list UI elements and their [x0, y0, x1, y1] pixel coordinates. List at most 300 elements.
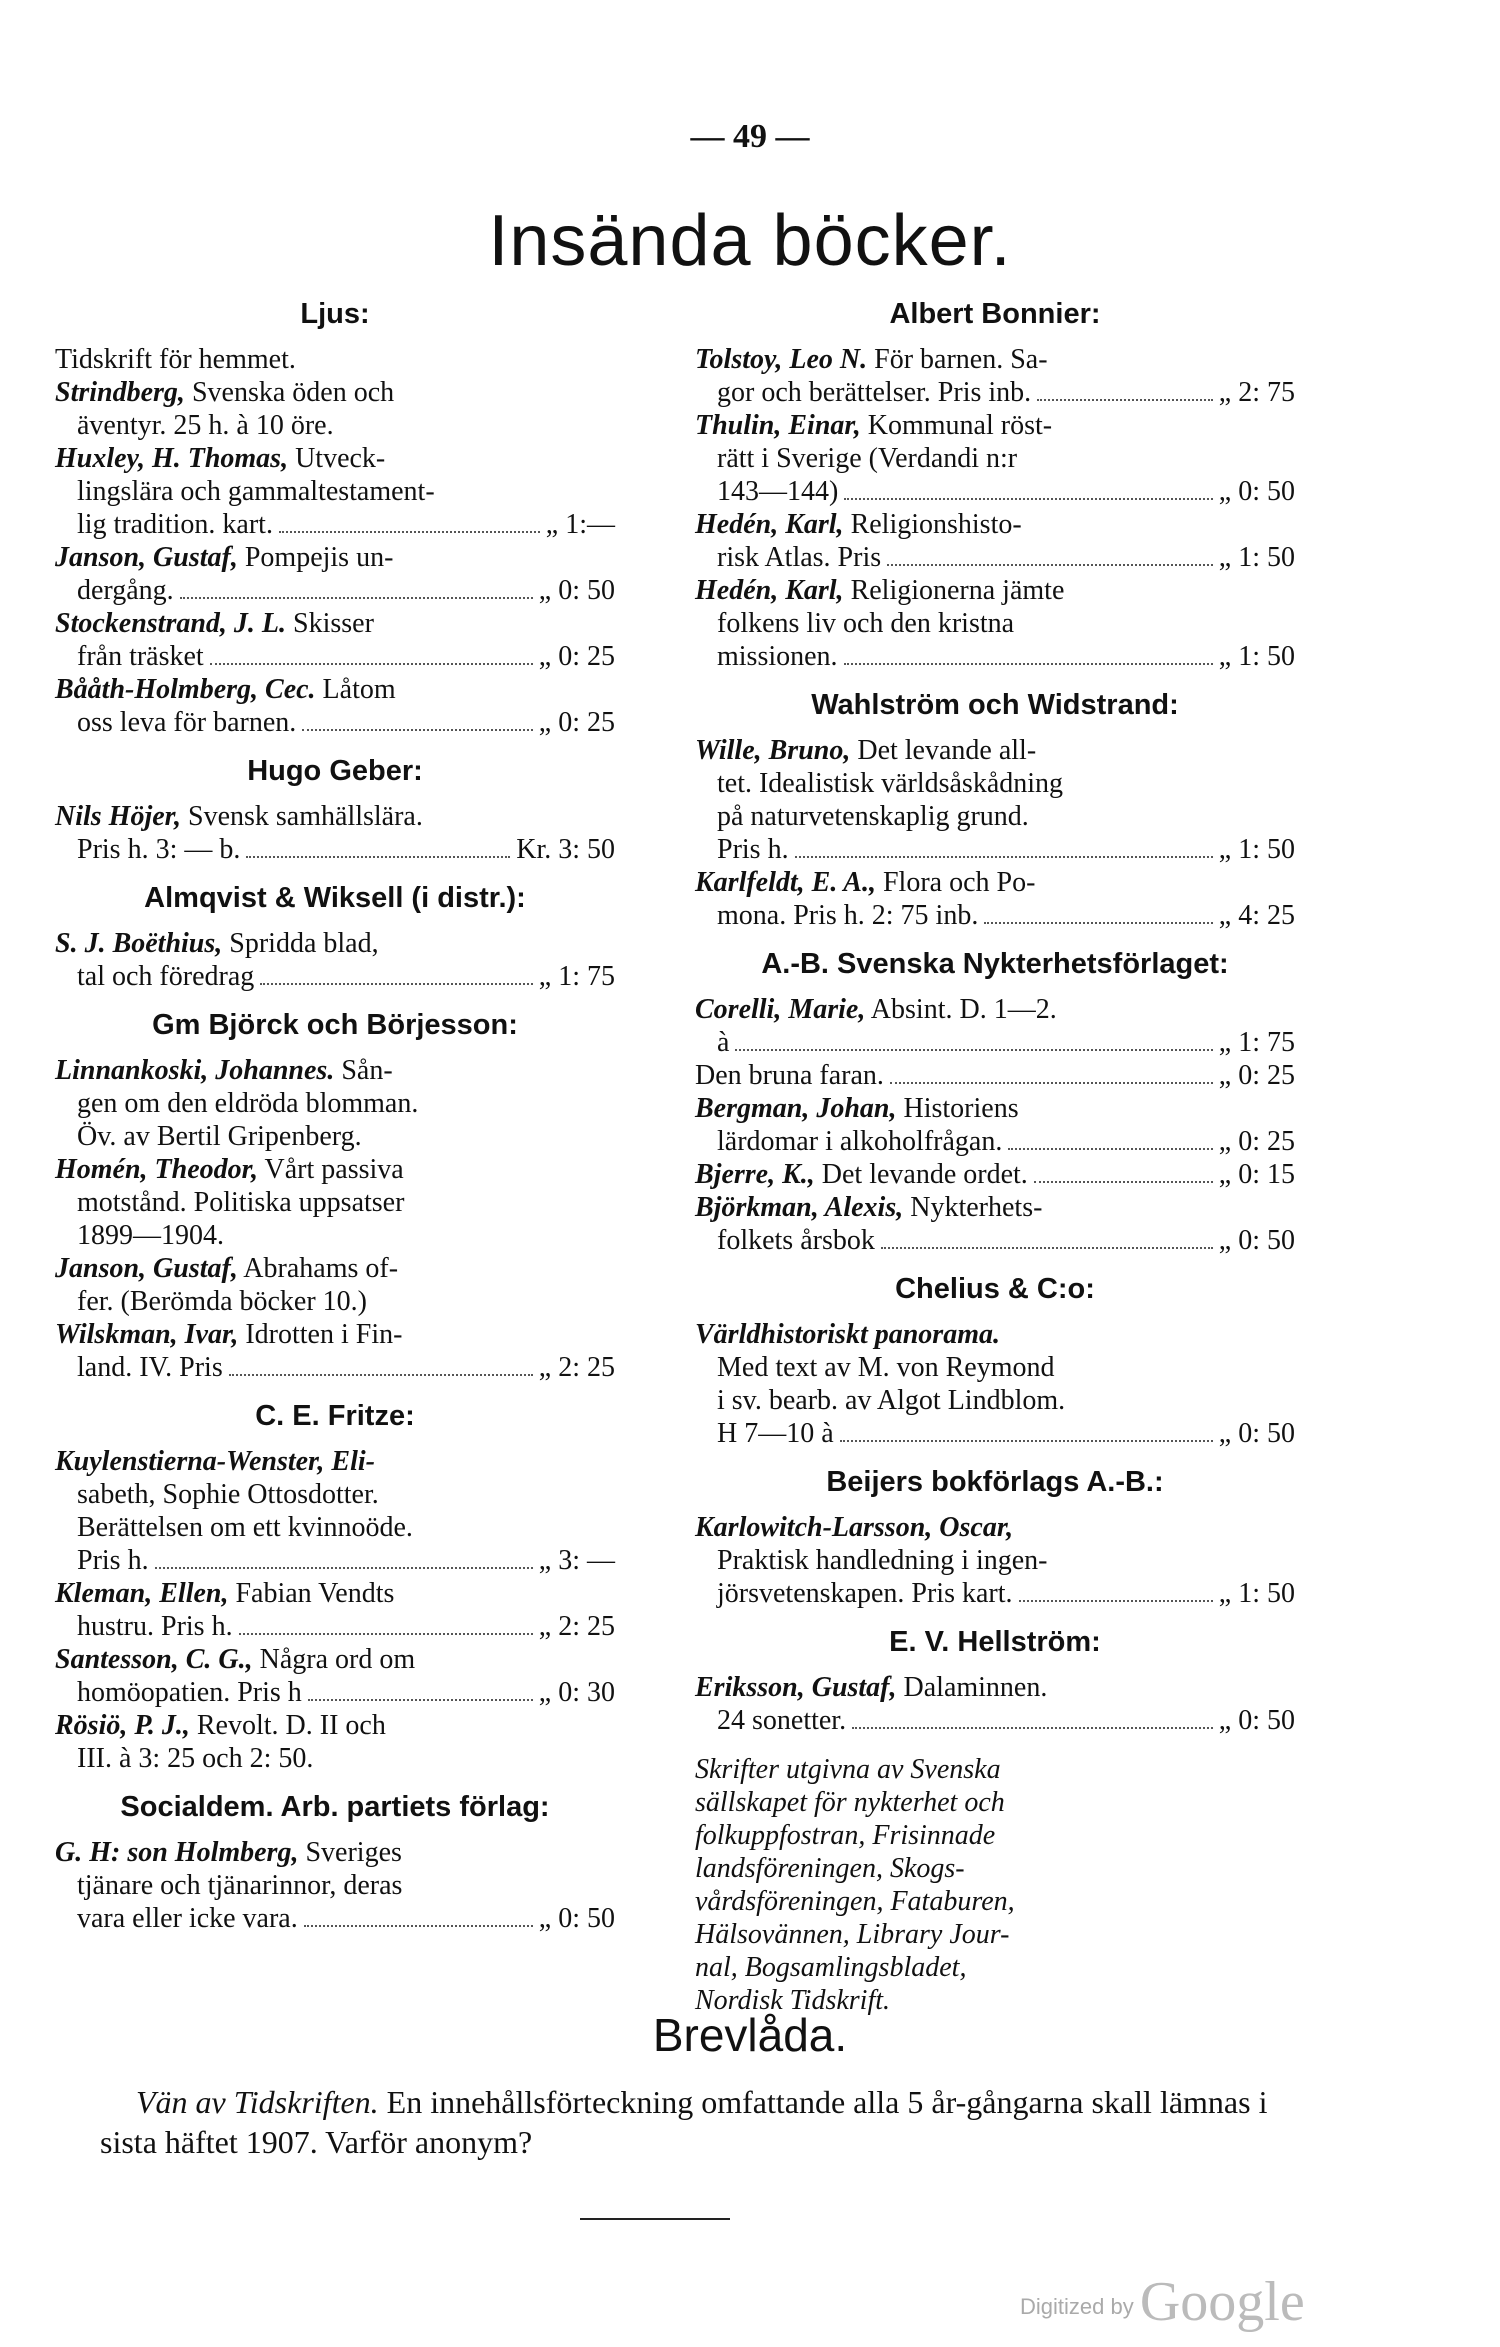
- entry-line: [55, 376, 615, 409]
- series-note-line: Nordisk Tidskrift.: [695, 1985, 891, 2016]
- entry-text: [55, 1836, 402, 1869]
- entry-text: [77, 508, 273, 541]
- book-price: „ 1: 50: [1218, 641, 1295, 672]
- book-entry: [695, 343, 1295, 409]
- publisher-heading: E. V. Hellström:: [889, 1626, 1101, 1658]
- leader-dots: [1037, 399, 1213, 401]
- entry-line: [695, 734, 1295, 767]
- book-author: Kuylenstierna-Wenster, Eli-: [55, 1446, 375, 1477]
- leader-dots: [735, 1049, 1212, 1051]
- entry-text: [77, 833, 240, 866]
- book-entry: [55, 343, 615, 376]
- series-note-line: Hälsovännen, Library Jour-: [695, 1919, 1010, 1950]
- entry-text: [695, 343, 1048, 376]
- book-author: Janson, Gustaf,: [55, 1253, 238, 1284]
- entry-text: [55, 800, 423, 833]
- book-entry: [695, 1158, 1295, 1191]
- entry-line: [695, 1671, 1295, 1704]
- book-price: „ 0: 50: [1218, 476, 1295, 507]
- entry-line: [695, 1026, 1295, 1059]
- publisher-section: [695, 298, 1295, 673]
- entry-text: [717, 376, 1031, 409]
- entry-text: [695, 734, 1036, 767]
- book-author: Corelli, Marie,: [695, 994, 866, 1025]
- entry-line: [55, 927, 615, 960]
- leader-dots: [1034, 1181, 1213, 1183]
- entry-line: [55, 1577, 615, 1610]
- book-title: lärdomar i alkoholfrågan.: [717, 1126, 1003, 1157]
- entry-text: [77, 1742, 313, 1775]
- book-title: Den bruna faran.: [695, 1060, 884, 1091]
- leader-dots: [795, 856, 1213, 858]
- publisher-section: [55, 298, 615, 739]
- leader-dots: [210, 663, 533, 665]
- book-author: Santesson, C. G.,: [55, 1644, 253, 1675]
- entry-text: [717, 1351, 1055, 1384]
- publisher-heading: Chelius & C:o:: [895, 1273, 1095, 1305]
- entry-line: [55, 343, 615, 376]
- publisher-heading: C. E. Fritze:: [255, 1400, 415, 1432]
- book-author: Huxley, H. Thomas,: [55, 443, 289, 474]
- entry-text: [77, 1219, 224, 1252]
- entry-text: [55, 1577, 394, 1610]
- book-price: „ 0: 50: [1218, 1418, 1295, 1449]
- book-price: „ 2: 25: [538, 1611, 615, 1642]
- publisher-section: [55, 882, 615, 993]
- entry-line: [55, 1836, 615, 1869]
- book-title: folkets årsbok: [717, 1225, 875, 1256]
- leader-dots: [308, 1699, 533, 1701]
- publisher-heading: Beijers bokförlags A.-B.:: [826, 1466, 1164, 1498]
- entry-text: [717, 1384, 1065, 1417]
- book-title: Några ord om: [252, 1644, 416, 1675]
- leader-dots: [302, 729, 533, 731]
- leader-dots: [239, 1633, 533, 1635]
- entry-line: [695, 376, 1295, 409]
- leader-dots: [1019, 1600, 1213, 1602]
- book-title: tal och föredrag: [77, 961, 255, 992]
- book-title: risk Atlas. Pris: [717, 542, 882, 573]
- book-title: äventyr. 25 h. à 10 öre.: [77, 410, 334, 441]
- book-author: Bjerre, K.,: [695, 1159, 815, 1190]
- book-entry: [55, 607, 615, 673]
- book-title: missionen.: [717, 641, 838, 672]
- entry-text: [77, 1610, 233, 1643]
- series-note-line: sällskapet för nykterhet och: [695, 1787, 1005, 1818]
- leader-dots: [279, 531, 540, 533]
- book-price: „ 0: 25: [538, 641, 615, 672]
- entry-line: [55, 475, 615, 508]
- book-price: „ 0: 50: [538, 575, 615, 606]
- book-author: Karlowitch-Larsson, Oscar,: [695, 1512, 1014, 1543]
- book-title: homöopatien. Pris h: [77, 1677, 302, 1708]
- book-author: Stockenstrand, J. L.: [55, 608, 287, 639]
- book-author: Homén, Theodor,: [55, 1154, 259, 1185]
- book-title: Dalaminnen.: [896, 1672, 1048, 1703]
- entry-line: [695, 1158, 1295, 1191]
- book-title: gor och berättelser. Pris inb.: [717, 377, 1032, 408]
- book-entry: [695, 409, 1295, 508]
- entry-line: [695, 1125, 1295, 1158]
- entry-text: [77, 640, 204, 673]
- book-title: Religionerna jämte: [843, 575, 1065, 606]
- entry-line: [695, 508, 1295, 541]
- book-price: „ 0: 25: [538, 707, 615, 738]
- entry-line: [55, 640, 615, 673]
- entry-line: [55, 960, 615, 993]
- book-title: tet. Idealistisk världsåskådning: [717, 768, 1064, 799]
- right-column: [695, 290, 1295, 2017]
- entry-line: [55, 1252, 615, 1285]
- book-title: rätt i Sverige (Verdandi n:r: [717, 443, 1018, 474]
- book-entry: [695, 574, 1295, 673]
- book-title: à: [717, 1027, 730, 1058]
- entry-line: [55, 1709, 615, 1742]
- entry-text: [695, 993, 1057, 1026]
- page-number: — 49 —: [690, 118, 810, 155]
- series-note-line: landsföreningen, Skogs-: [695, 1853, 965, 1884]
- book-price: „ 0: 50: [1218, 1225, 1295, 1256]
- brevlada-body: En innehållsförteckning omfattande alla 5 år-gångarna skall lämnas i sista häftet 1907. Varför anonym?: [100, 2084, 1268, 2160]
- entry-line: [695, 640, 1295, 673]
- entry-line: [695, 1059, 1295, 1092]
- book-author: Björkman, Alexis,: [695, 1192, 904, 1223]
- publisher-section: [55, 755, 615, 866]
- entry-line: [55, 1351, 615, 1384]
- book-entry: [695, 1059, 1295, 1092]
- publisher-heading: Almqvist & Wiksell (i distr.):: [144, 882, 526, 914]
- publisher-heading: Hugo Geber:: [247, 755, 423, 787]
- entry-text: [717, 1026, 729, 1059]
- page-title: Insända böcker.: [488, 201, 1012, 281]
- entry-text: [695, 1318, 1000, 1351]
- publisher-heading: Albert Bonnier:: [889, 298, 1101, 330]
- entry-text: [695, 866, 1035, 899]
- book-title: 24 sonetter.: [717, 1705, 847, 1736]
- book-entry: [695, 1511, 1295, 1610]
- leader-dots: [844, 663, 1213, 665]
- book-title: Flora och Po-: [875, 867, 1036, 898]
- book-entry: [55, 1054, 615, 1153]
- book-author: Världhistoriskt panorama.: [695, 1319, 1000, 1350]
- entry-line: [695, 1351, 1295, 1384]
- book-title: gen om den eldröda blomman.: [77, 1088, 419, 1119]
- entry-line: [55, 1186, 615, 1219]
- entry-line: [55, 574, 615, 607]
- entry-text: [77, 475, 435, 508]
- book-title: mona. Pris h. 2: 75 inb.: [717, 900, 979, 931]
- book-author: S. J. Boëthius,: [55, 928, 223, 959]
- entry-line: [695, 409, 1295, 442]
- book-title: Låtom: [315, 674, 396, 705]
- entry-line: [695, 541, 1295, 574]
- entry-line: [55, 409, 615, 442]
- entry-line: [55, 800, 615, 833]
- entry-text: [695, 409, 1052, 442]
- book-title: Pris h. 3: — b.: [77, 834, 241, 865]
- entry-text: [77, 960, 254, 993]
- leader-dots: [852, 1727, 1213, 1729]
- book-title: För barnen. Sa-: [867, 344, 1048, 375]
- entry-text: [55, 1054, 393, 1087]
- book-entry: [55, 1709, 615, 1775]
- book-title: 143—144): [717, 476, 839, 507]
- entry-text: [77, 574, 174, 607]
- entry-line: [55, 706, 615, 739]
- book-price: „ 1: 75: [1218, 1027, 1295, 1058]
- entry-line: [55, 833, 615, 866]
- entry-text: [77, 1478, 379, 1511]
- book-title: oss leva för barnen.: [77, 707, 297, 738]
- entry-text: [77, 1869, 402, 1902]
- entry-text: [717, 767, 1063, 800]
- book-title: lig tradition. kart.: [77, 509, 273, 540]
- series-note-line: Skrifter utgivna av Svenska: [695, 1754, 1001, 1785]
- book-entry: [55, 442, 615, 541]
- entry-line: [695, 442, 1295, 475]
- book-title: tjänare och tjänarinnor, deras: [77, 1870, 403, 1901]
- leader-dots: [840, 1440, 1213, 1442]
- entry-line: [55, 1153, 615, 1186]
- entry-text: [55, 343, 296, 376]
- book-author: Rösiö, P. J.,: [55, 1710, 190, 1741]
- entry-text: [77, 1544, 149, 1577]
- book-price: „ 1: 50: [1218, 1578, 1295, 1609]
- series-note-line: folkuppfostran, Frisinnade: [695, 1820, 996, 1851]
- book-title: Vårt passiva: [258, 1154, 404, 1185]
- entry-line: [695, 475, 1295, 508]
- brevlada-title: Brevlåda.: [652, 2009, 848, 2061]
- book-title: Kommunal röst-: [860, 410, 1053, 441]
- book-title: Tidskrift för hemmet.: [55, 344, 296, 375]
- book-title: Sån-: [334, 1055, 393, 1086]
- publisher-heading: Gm Björck och Börjesson:: [152, 1009, 518, 1041]
- leader-dots: [984, 922, 1212, 924]
- book-entry: [695, 1191, 1295, 1257]
- book-title: folkens liv och den kristna: [717, 608, 1015, 639]
- book-title: jörsvetenskapen. Pris kart.: [717, 1578, 1013, 1609]
- entry-text: [695, 1511, 1013, 1544]
- entry-text: [717, 1704, 846, 1737]
- entry-text: [55, 442, 385, 475]
- entry-line: [695, 833, 1295, 866]
- book-entry: [55, 541, 615, 607]
- entry-line: [695, 607, 1295, 640]
- book-price: „ 0: 15: [1218, 1159, 1295, 1190]
- entry-line: [695, 574, 1295, 607]
- book-title: Pompejis un-: [237, 542, 394, 573]
- divider: [580, 2218, 730, 2220]
- book-price: „ 4: 25: [1218, 900, 1295, 931]
- book-entry: [695, 1671, 1295, 1737]
- book-entry: [695, 508, 1295, 574]
- entry-text: [55, 376, 394, 409]
- series-note-line: vårdsföreningen, Fataburen,: [695, 1886, 1015, 1917]
- book-title: land. IV. Pris: [77, 1352, 223, 1383]
- entry-text: [717, 1577, 1013, 1610]
- entry-line: [55, 1219, 615, 1252]
- book-author: Nils Höjer,: [55, 801, 182, 832]
- entry-text: [77, 1511, 413, 1544]
- entry-line: [695, 1511, 1295, 1544]
- entry-text: [77, 1087, 418, 1120]
- watermark-brand: Google: [1139, 2271, 1305, 2333]
- watermark-prefix: Digitized by: [1020, 2294, 1134, 2319]
- book-price: „ 0: 50: [538, 1903, 615, 1934]
- entry-text: [77, 409, 334, 442]
- entry-line: [55, 1610, 615, 1643]
- entry-line: [695, 343, 1295, 376]
- book-price: „ 0: 25: [1218, 1126, 1295, 1157]
- book-author: Wille, Bruno,: [695, 735, 851, 766]
- book-title: Historiens: [896, 1093, 1019, 1124]
- entry-line: [55, 508, 615, 541]
- publisher-heading: Wahlström och Widstrand:: [811, 689, 1179, 721]
- book-title: fer. (Berömda böcker 10.): [77, 1286, 367, 1317]
- leader-dots: [890, 1082, 1213, 1084]
- entry-text: [717, 1224, 875, 1257]
- series-note-line: nal, Bogsamlingsbladet,: [695, 1952, 967, 1983]
- entry-line: [55, 1054, 615, 1087]
- entry-line: [55, 607, 615, 640]
- publisher-section: [695, 1626, 1295, 1737]
- book-title: hustru. Pris h.: [77, 1611, 233, 1642]
- leader-dots: [887, 564, 1213, 566]
- book-title: Svenska öden och: [184, 377, 395, 408]
- publisher-section: [55, 1791, 615, 1935]
- entry-text: [55, 1252, 398, 1285]
- entry-text: [695, 508, 1022, 541]
- book-title: Revolt. D. II och: [189, 1710, 386, 1741]
- book-author: Wilskman, Ivar,: [55, 1319, 239, 1350]
- book-price: „ 1:—: [545, 509, 615, 540]
- entry-line: [55, 1902, 615, 1935]
- entry-text: [77, 1676, 302, 1709]
- publisher-section: [695, 689, 1295, 932]
- entry-text: [717, 607, 1014, 640]
- book-entry: [55, 1318, 615, 1384]
- entry-line: [55, 1643, 615, 1676]
- book-entry: [55, 1577, 615, 1643]
- book-entry: [695, 1318, 1295, 1450]
- entry-line: [55, 1544, 615, 1577]
- entry-line: [695, 1092, 1295, 1125]
- entry-text: [717, 899, 978, 932]
- entry-text: [695, 1059, 884, 1092]
- book-author: Bååth-Holmberg, Cec.: [55, 674, 316, 705]
- entry-line: [695, 866, 1295, 899]
- book-entry: [55, 1836, 615, 1935]
- entry-line: [695, 1704, 1295, 1737]
- entry-line: [55, 1869, 615, 1902]
- publisher-section: [55, 1400, 615, 1775]
- entry-text: [55, 1153, 404, 1186]
- watermark: [1020, 2270, 1305, 2334]
- entry-text: [55, 1318, 402, 1351]
- book-entry: [55, 1252, 615, 1318]
- book-title: från träsket: [77, 641, 204, 672]
- brevlada-text: [100, 2082, 1300, 2162]
- entry-line: [695, 1544, 1295, 1577]
- book-title: Idrotten i Fin-: [238, 1319, 403, 1350]
- book-entry: [55, 1643, 615, 1709]
- book-price: „ 3: —: [538, 1545, 615, 1576]
- book-entry: [695, 1092, 1295, 1158]
- book-author: Strindberg,: [55, 377, 185, 408]
- book-price: „ 0: 30: [538, 1677, 615, 1708]
- entry-line: [55, 673, 615, 706]
- book-title: vara eller icke vara.: [77, 1903, 298, 1934]
- book-entry: [695, 993, 1295, 1059]
- entry-line: [55, 1318, 615, 1351]
- series-note: [695, 1753, 1295, 2017]
- book-title: 1899—1904.: [77, 1220, 224, 1251]
- entry-line: [695, 993, 1295, 1026]
- entry-text: [717, 833, 789, 866]
- book-title: sabeth, Sophie Ottosdotter.: [77, 1479, 379, 1510]
- entry-line: [695, 1191, 1295, 1224]
- entry-line: [55, 1676, 615, 1709]
- book-author: Karlfeldt, E. A.,: [695, 867, 876, 898]
- book-title: Sveriges: [298, 1837, 402, 1868]
- entry-line: [695, 1577, 1295, 1610]
- book-entry: [55, 673, 615, 739]
- entry-line: [55, 541, 615, 574]
- entry-text: [55, 673, 396, 706]
- left-column: [55, 290, 615, 1951]
- entry-text: [55, 541, 393, 574]
- book-title: Utveck-: [288, 443, 386, 474]
- book-title: motstånd. Politiska uppsatser: [77, 1187, 405, 1218]
- entry-line: [695, 767, 1295, 800]
- book-title: Öv. av Bertil Gripenberg.: [77, 1121, 362, 1152]
- entry-text: [55, 607, 374, 640]
- entry-line: [55, 1478, 615, 1511]
- entry-line: [55, 1445, 615, 1478]
- entry-text: [695, 1671, 1047, 1704]
- book-title: Svensk samhällslära.: [181, 801, 423, 832]
- book-entry: [55, 927, 615, 993]
- entry-line: [695, 1417, 1295, 1450]
- entry-text: [717, 1417, 834, 1450]
- book-title: Absint. D. 1—2.: [865, 994, 1057, 1025]
- book-title: Fabian Vendts: [228, 1578, 395, 1609]
- entry-text: [695, 1158, 1028, 1191]
- book-author: Hedén, Karl,: [695, 575, 844, 606]
- book-title: Skisser: [286, 608, 374, 639]
- book-entry: [695, 866, 1295, 932]
- entry-text: [717, 1544, 1048, 1577]
- entry-line: [55, 1742, 615, 1775]
- entry-text: [695, 574, 1064, 607]
- book-author: Kleman, Ellen,: [55, 1578, 229, 1609]
- publisher-section: [55, 1009, 615, 1384]
- entry-text: [77, 1186, 404, 1219]
- entry-text: [717, 1125, 1002, 1158]
- book-author: Bergman, Johan,: [695, 1093, 897, 1124]
- book-price: „ 0: 50: [1218, 1705, 1295, 1736]
- book-title: III. à 3: 25 och 2: 50.: [77, 1743, 314, 1774]
- leader-dots: [246, 856, 510, 858]
- entry-text: [717, 800, 1029, 833]
- entry-text: [717, 541, 881, 574]
- book-title: Det levande all-: [850, 735, 1037, 766]
- book-price: „ 1: 75: [538, 961, 615, 992]
- entry-line: [695, 1224, 1295, 1257]
- leader-dots: [155, 1567, 533, 1569]
- book-title: Spridda blad,: [222, 928, 379, 959]
- book-price: „ 2: 75: [1218, 377, 1295, 408]
